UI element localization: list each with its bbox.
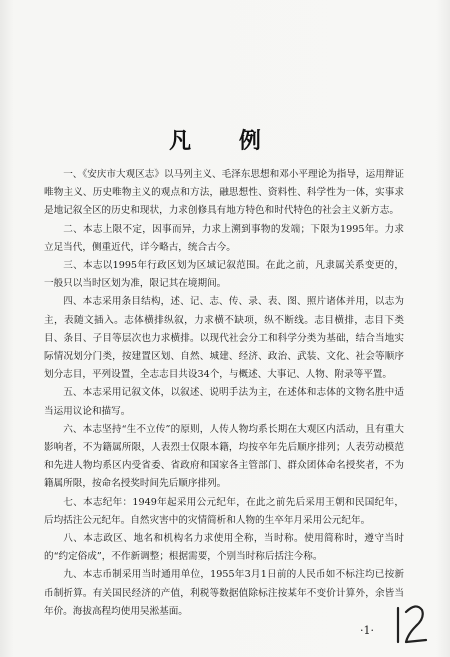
page-number: ·1· — [360, 624, 374, 637]
handwritten-page-mark — [392, 600, 432, 646]
paragraph-6: 六、本志坚持“生不立传”的原则，人传人物均系长期在大观区内活动，且有重大影响者，不为籍属所限，人表烈士仅限本籍，均按卒年先后顺序排列；人表劳动模范和先进人物均系区内受省委、省政府和国家各主管部门、群众团体命名授奖者，不为籍属所限，按命名授奖时间先后顺序排列。 — [44, 423, 404, 490]
paragraph-5: 五、本志采用记叙文体，以叙述、说明手法为主，在述体和志体的文物名胜中适当运用议论和描写。 — [44, 387, 404, 417]
paragraph-4: 四、本志采用条目结构，述、记、志、传、录、表、图、照片诸体并用，以志为主，表随文插入。志体横排纵叙，力求横不缺项，纵不断线。志目横排，志目下类目、条目、子目等层次也力求横排。以现代社会分工和科学分类为基础，结合当地实际情况划分门类，按建置区划、自然、城建、经济、政治、武装、文化、社会等顺序划分志目，平列设置，全志志目共设34个，与概述、大事记、人物、附录等平置。 — [44, 296, 404, 381]
handwritten-stroke-2 — [406, 606, 426, 642]
paragraph-8: 八、本志政区、地名和机构名力求使用全称，当时称。使用简称时，遵守当时的“约定俗成”，不作新调整；根据需要，个别当时称后括注今称。 — [44, 533, 404, 563]
page-title: 凡 例 — [169, 128, 281, 154]
paragraph-3: 三、本志以1995年行政区划为区域记叙范围。在此之前，凡隶属关系变更的，一般只以当时区划为准，限记其在境期间。 — [44, 260, 404, 290]
paragraph-2: 二、本志上限不定，因事而异，力求上溯到事物的发端；下限为1995年。力求立足当代，侧重近代，详今略古，统合古今。 — [44, 223, 404, 253]
paragraph-7: 七、本志纪年：1949年起采用公元纪年，在此之前先后采用王朝和民国纪年，后均括注公元纪年。自然灾害中的灾情简析和人物的生卒年月采用公元纪年。 — [44, 496, 404, 526]
paragraph-1: 一、《安庆市大观区志》以马列主义、毛泽东思想和邓小平理论为指导，运用辩证唯物主义、历史唯物主义的观点和方法，融思想性、资料性、科学性为一体，实事求是地记叙全区的历史和现状，力求创修具有地方特色和时代特色的社会主义新方志。 — [44, 169, 404, 217]
paragraph-9: 九、本志币制采用当时通用单位，1955年3月1日前的人民币如不标注均已按新币制折算。有关国民经济的产值，利税等数据值除标注按某年不变价计算外，余皆当年价。海拔高程均使用吴淞基面。 — [44, 569, 404, 617]
body-text — [44, 166, 404, 621]
